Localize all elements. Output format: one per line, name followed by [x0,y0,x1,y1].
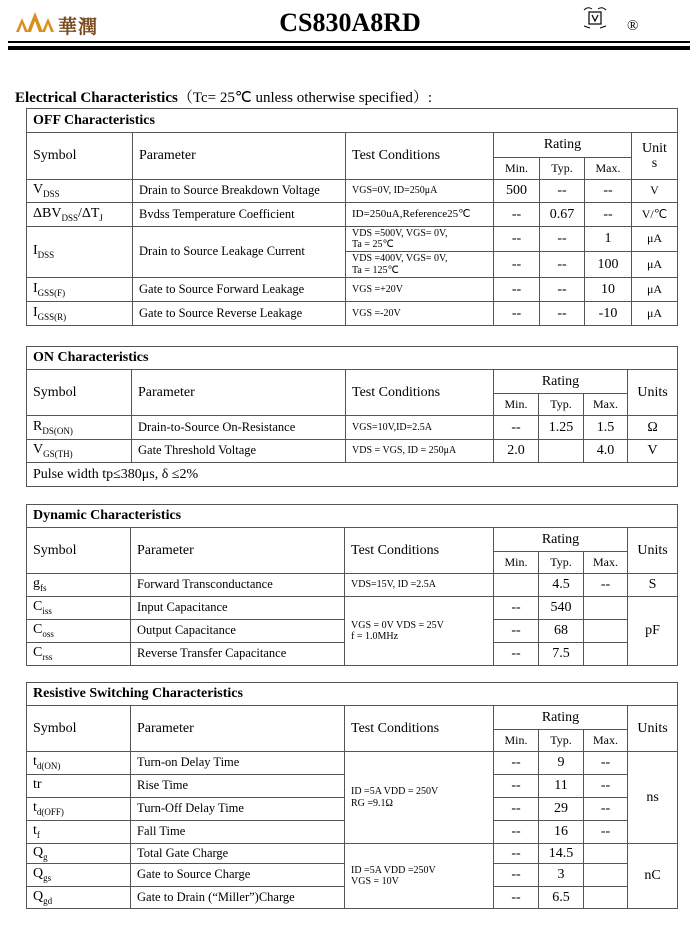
table-row [27,302,678,326]
max-cell [584,597,628,620]
header-rating: Rating [494,528,628,552]
parameter-cell: Drain-to-Source On-Resistance [132,416,346,440]
parameter-cell: Reverse Transfer Capacitance [131,643,345,666]
min-cell: -- [494,416,539,440]
header-test-conditions: Test Conditions [345,706,494,752]
typ-cell: 1.25 [539,416,584,440]
test-cell: VGS =-20V [346,302,494,326]
header-max: Max. [584,552,628,574]
unit-cell: V/℃ [632,203,678,227]
parameter-cell: Gate to Drain (“Miller”)Charge [131,887,345,909]
table-title: OFF Characteristics [27,109,678,133]
symbol-cell: $Q_{gs}$ [27,864,131,887]
symbol-cell: $V_{GS(TH)}$ [27,440,132,463]
unit-cell: pF [628,597,678,666]
parameter-cell: Input Capacitance [131,597,345,620]
max-cell: -10 [585,302,632,326]
min-cell: -- [494,821,539,844]
min-cell: -- [494,227,540,252]
max-cell [584,864,628,887]
max-cell: -- [584,821,628,844]
min-cell: -- [494,887,539,909]
header-symbol: Symbol [27,370,132,416]
off-characteristics-table [26,108,678,326]
table-row [27,227,678,252]
min-cell: -- [494,643,539,666]
section-heading [15,86,432,107]
parameter-cell: Gate Threshold Voltage [132,440,346,463]
typ-cell: 4.5 [539,574,584,597]
header-parameter: Parameter [131,706,345,752]
unit-cell: μA [632,252,678,278]
table-row [27,440,678,463]
part-number-title: CS830A8RD [279,8,421,37]
typ-cell: 9 [539,752,584,775]
table-row [27,597,678,620]
typ-cell: -- [540,252,585,278]
header-symbol: Symbol [27,133,133,180]
unit-cell: μA [632,278,678,302]
typ-cell: 14.5 [539,844,584,864]
symbol-cell: $C_{rss}$ [27,643,131,666]
symbol-cell: $Q_g$ [27,844,131,864]
typ-cell: 16 [539,821,584,844]
header-rating: Rating [494,133,632,158]
parameter-cell: Gate to Source Charge [131,864,345,887]
parameter-cell: Bvdss Temperature Coefficient [133,203,346,227]
test-cell: VGS=10V,ID=2.5A [346,416,494,440]
registered-mark: ® [627,18,639,34]
unit-cell: S [628,574,678,597]
max-cell [584,844,628,864]
unit-cell: V [632,180,678,203]
header-symbol: Symbol [27,706,131,752]
min-cell: -- [494,864,539,887]
max-cell: 100 [585,252,632,278]
max-cell: 4.0 [584,440,628,463]
min-cell: -- [494,203,540,227]
test-cell: VDS =400V, VGS= 0V, Ta = 125℃ [346,252,494,278]
symbol-cell: $\Delta BV_{DSS}/\Delta T_J$ [27,203,133,227]
test-cell: VGS =+20V [346,278,494,302]
parameter-cell: Forward Transconductance [131,574,345,597]
unit-cell: μA [632,302,678,326]
symbol-cell: $I_{GSS(R)}$ [27,302,133,326]
symbol-cell: $V_{DSS}$ [27,180,133,203]
header-max: Max. [584,730,628,752]
parameter-cell: Drain to Source Leakage Current [133,227,346,278]
header-units: Units [628,706,678,752]
header-min: Min. [494,394,539,416]
header-units: Unit s [632,133,678,180]
test-cell: ID =5A VDD = 250V RG =9.1Ω [345,752,494,844]
min-cell: -- [494,597,539,620]
typ-cell: -- [540,180,585,203]
pulse-width-note: Pulse width tp≤380μs, δ ≤2% [27,463,678,487]
header-rating: Rating [494,370,628,394]
header-min: Min. [494,552,539,574]
certification-mark-icon [580,4,610,32]
symbol-cell: $C_{iss}$ [27,597,131,620]
header-parameter: Parameter [133,133,346,180]
typ-cell: 3 [539,864,584,887]
unit-cell: V [628,440,678,463]
max-cell [584,620,628,643]
header-test-conditions: Test Conditions [346,370,494,416]
table-row [27,844,678,864]
logo-text: 華潤 [58,17,99,38]
parameter-cell: Fall Time [131,821,345,844]
parameter-cell: Turn-on Delay Time [131,752,345,775]
table-row [27,416,678,440]
on-characteristics-table [26,346,678,487]
switching-characteristics-table [26,682,678,909]
min-cell: -- [494,252,540,278]
header-parameter: Parameter [131,528,345,574]
dynamic-characteristics-table [26,504,678,666]
max-cell: 10 [585,278,632,302]
header-typ: Typ. [539,730,584,752]
typ-cell: 7.5 [539,643,584,666]
header-max: Max. [584,394,628,416]
max-cell: -- [584,798,628,821]
typ-cell: 11 [539,775,584,798]
header-units: Units [628,528,678,574]
max-cell: -- [585,180,632,203]
table-row [27,203,678,227]
header-typ: Typ. [539,552,584,574]
unit-cell: Ω [628,416,678,440]
table-title: ON Characteristics [27,347,678,370]
header-parameter: Parameter [132,370,346,416]
min-cell: -- [494,844,539,864]
test-cell: VGS=0V, ID=250μA [346,180,494,203]
header-test-conditions: Test Conditions [345,528,494,574]
typ-cell: 6.5 [539,887,584,909]
table-row [27,574,678,597]
header-typ: Typ. [539,394,584,416]
parameter-cell: Output Capacitance [131,620,345,643]
min-cell [494,574,539,597]
unit-cell: ns [628,752,678,844]
symbol-cell: tr [27,775,131,798]
test-cell: ID =5A VDD =250V VGS = 10V [345,844,494,909]
max-cell: -- [584,574,628,597]
min-cell: 500 [494,180,540,203]
symbol-cell: $C_{oss}$ [27,620,131,643]
parameter-cell: Gate to Source Forward Leakage [133,278,346,302]
min-cell: -- [494,752,539,775]
min-cell: -- [494,775,539,798]
header-rule-thin [8,41,690,43]
parameter-cell: Rise Time [131,775,345,798]
symbol-cell: $t_f$ [27,821,131,844]
max-cell [584,643,628,666]
max-cell [584,887,628,909]
parameter-cell: Total Gate Charge [131,844,345,864]
parameter-cell: Drain to Source Breakdown Voltage [133,180,346,203]
symbol-cell: $g_{fs}$ [27,574,131,597]
parameter-cell: Turn-Off Delay Time [131,798,345,821]
table-row [27,180,678,203]
min-cell: -- [494,620,539,643]
parameter-cell: Gate to Source Reverse Leakage [133,302,346,326]
symbol-cell: $t_{d(ON)}$ [27,752,131,775]
typ-cell: -- [540,278,585,302]
typ-cell: 540 [539,597,584,620]
symbol-cell: $R_{DS(ON)}$ [27,416,132,440]
header-units: Units [628,370,678,416]
page-header [0,0,700,50]
min-cell: -- [494,302,540,326]
header-test-conditions: Test Conditions [346,133,494,180]
test-cell: VDS=15V, ID =2.5A [345,574,494,597]
test-cell: ID=250uA,Reference25℃ [346,203,494,227]
header-rating: Rating [494,706,628,730]
max-cell: 1 [585,227,632,252]
symbol-cell: $t_{d(OFF)}$ [27,798,131,821]
header-symbol: Symbol [27,528,131,574]
symbol-cell: $I_{GSS(F)}$ [27,278,133,302]
table-title: Dynamic Characteristics [27,505,678,528]
section-heading-rest: （Tc= 25℃ unless otherwise specified）: [177,90,433,106]
header-rule-thick [8,46,690,50]
header-max: Max. [585,158,632,180]
min-cell: -- [494,798,539,821]
table-row [27,278,678,302]
typ-cell: 0.67 [540,203,585,227]
section-heading-bold: Electrical Characteristics [15,90,178,106]
table-title: Resistive Switching Characteristics [27,683,678,706]
max-cell: -- [584,775,628,798]
symbol-cell: $I_{DSS}$ [27,227,133,278]
test-cell: VGS = 0V VDS = 25V f = 1.0MHz [345,597,494,666]
max-cell: -- [584,752,628,775]
table-row [27,752,678,775]
typ-cell [539,440,584,463]
test-cell: VDS = VGS, ID = 250μA [346,440,494,463]
typ-cell: 29 [539,798,584,821]
test-cell: VDS =500V, VGS= 0V, Ta = 25℃ [346,227,494,252]
max-cell: -- [585,203,632,227]
symbol-cell: $Q_{gd}$ [27,887,131,909]
header-typ: Typ. [540,158,585,180]
header-min: Min. [494,158,540,180]
min-cell: -- [494,278,540,302]
header-min: Min. [494,730,539,752]
min-cell: 2.0 [494,440,539,463]
typ-cell: -- [540,227,585,252]
typ-cell: -- [540,302,585,326]
unit-cell: μA [632,227,678,252]
typ-cell: 68 [539,620,584,643]
unit-cell: nC [628,844,678,909]
max-cell: 1.5 [584,416,628,440]
